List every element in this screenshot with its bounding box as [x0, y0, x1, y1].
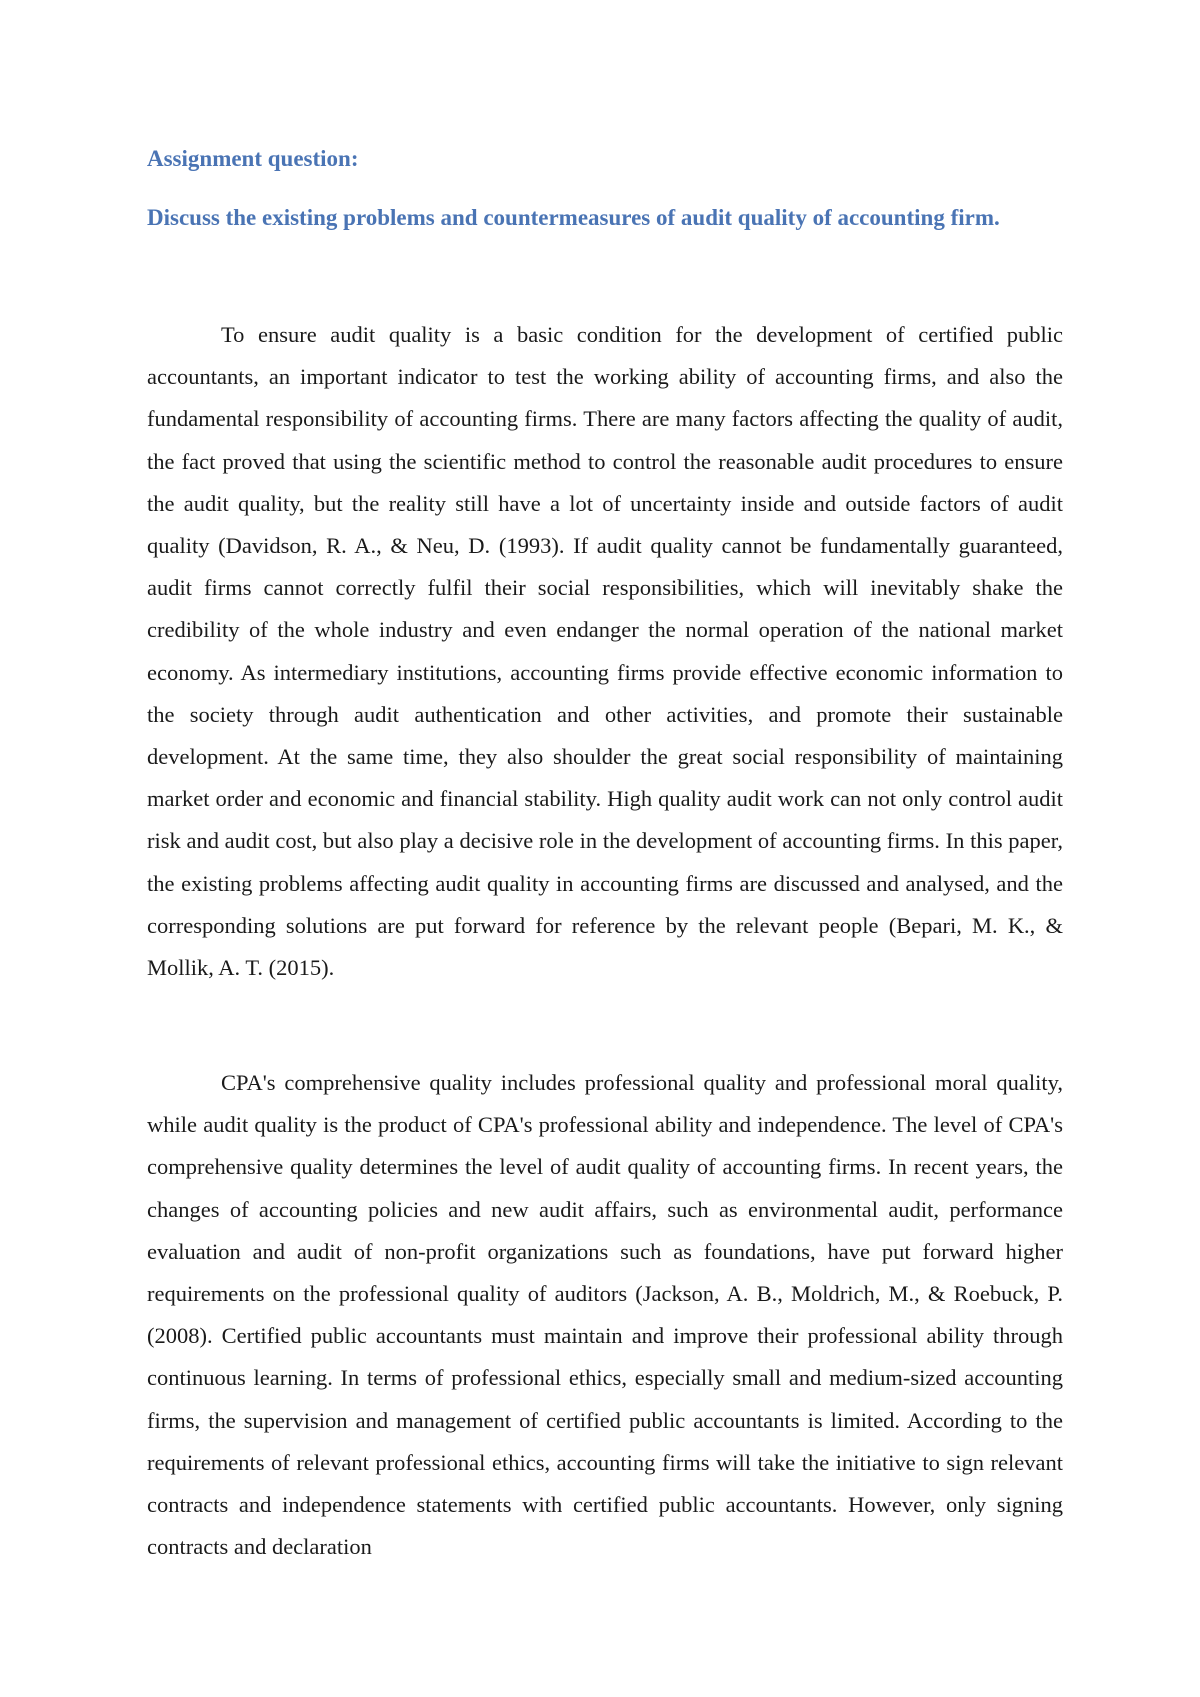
assignment-question-heading: Discuss the existing problems and countermeasures of audit quality of accounting firm.	[147, 205, 1000, 230]
body-paragraph-2: CPA's comprehensive quality includes professional quality and professional moral quality, while audit quality is the product of CPA's professional ability and independence. The level of CPA's comprehensive quality determines the level of audit quality of accounting firms. In recent years, the changes of accounting policies and new audit affairs, such as environmental audit, performance evaluation and audit of non-profit organizations such as foundations, have put forward higher requirements on the professional quality of auditors (Jackson, A. B., Moldrich, M., & Roebuck, P. (2008). Certified public accountants must maintain and improve their professional ability through continuous learning. In terms of professional ethics, especially small and medium-sized accounting firms, the supervision and management of certified public accountants is limited. According to the requirements of relevant professional ethics, accounting firms will take the initiative to sign relevant contracts and independence statements with certified public accountants. However, only signing contracts and declaration	[147, 1070, 1063, 1560]
assignment-label: Assignment question:	[147, 146, 359, 171]
body-paragraph-1: To ensure audit quality is a basic condition for the development of certified public accountants, an important indicator to test the working ability of accounting firms, and also the fundamental responsibility of accounting firms. There are many factors affecting the quality of audit, the fact proved that using the scientific method to control the reasonable audit procedures to ensure the audit quality, but the reality still have a lot of uncertainty inside and outside factors of audit quality (Davidson, R. A., & Neu, D. (1993). If audit quality cannot be fundamentally guaranteed, audit firms cannot correctly fulfil their social responsibilities, which will inevitably shake the credibility of the whole industry and even endanger the normal operation of the national market economy. As intermediary institutions, accounting firms provide effective economic information to the society through audit authentication and other activities, and promote their sustainable development. At the same time, they also shoulder the great social responsibility of maintaining market order and economic and financial stability. High quality audit work can not only control audit risk and audit cost, but also play a decisive role in the development of accounting firms. In this paper, the existing problems affecting audit quality in accounting firms are discussed and analysed, and the corresponding solutions are put forward for reference by the relevant people (Bepari, M. K., & Mollik, A. T. (2015).	[147, 322, 1063, 981]
